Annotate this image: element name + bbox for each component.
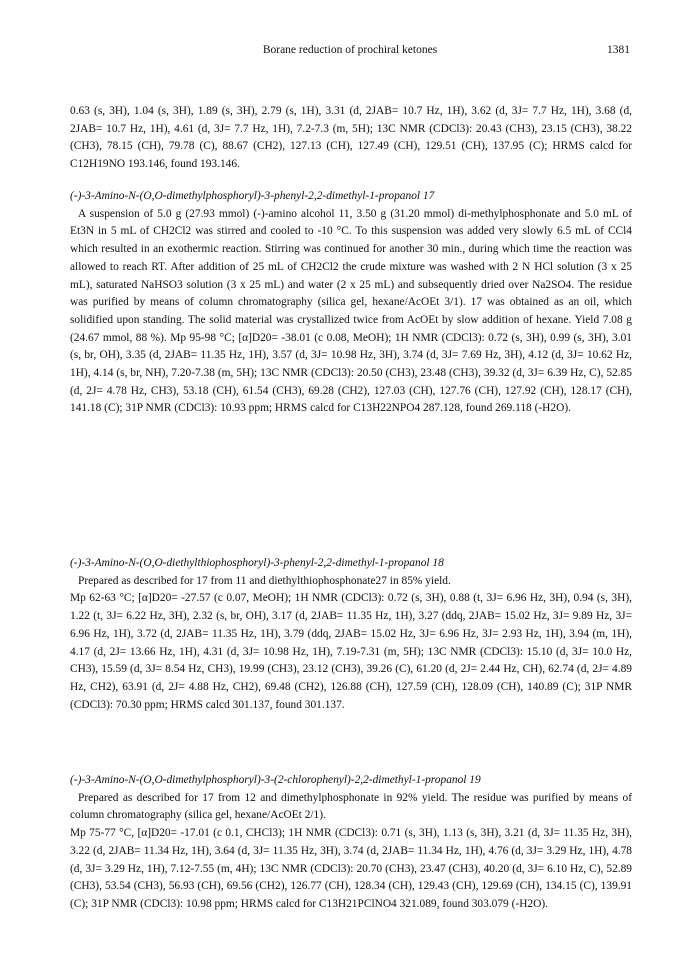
compound-18-data: Mp 62-63 °C; [α]D20= -27.57 (c 0.07, MeOH); 1H NMR (CDCl3): 0.72 (s, 3H), 0.88 (t, 3J= 6.96 Hz, 3H), 0.94 (s, 3H), 1.22 (t, 3J= 6.22 Hz, 3H), 2.32 (s, br, OH), 3.17 (d, 2JAB= 11.35 Hz, 1H), 3.27 (ddq, 2JAB= 15.02 Hz, 3J= 9.89 Hz, 3J= 6.96 Hz, 1H), 3.72 (d, 2JAB= 11.35 Hz, 1H), 3.79 (ddq, 2JAB= 15.02 Hz, 3J= 6.96 Hz, 3J= 2.93 Hz, 1H), 3.94 (m, 1H), 4.17 (d, 2J= 13.66 Hz, 1H), 4.31 (d, 3J= 10.98 Hz, 1H), 7.19-7.31 (m, 5H); 13C NMR (CDCl3): 15.10 (d, 3J= 10.0 Hz, CH3), 15.59 (d, 3J= 8.54 Hz, CH3), 19.99 (CH3), 23.12 (CH3), 39.26 (C), 61.20 (d, 2J= 2.44 Hz, CH), 62.74 (d, 2J= 4.89 Hz, CH2), 63.91 (d, 2J= 4.88 Hz, CH2), 69.48 (CH2), 126.88 (CH), 127.59 (CH), 128.09 (CH), 140.89 (C); 31P NMR (CDCl3): 70.30 ppm; HRMS calcd 301.137, found 301.137. <box>70 592 632 711</box>
paragraph-continuation: 0.63 (s, 3H), 1.04 (s, 3H), 1.89 (s, 3H), 2.79 (s, 1H), 3.31 (d, 2JAB= 10.7 Hz, 1H), 3.62 (d, 3J= 7.7 Hz, 1H), 3.68 (d, 2JAB= 10.7 Hz, 1H), 4.61 (d, 3J= 7.7 Hz, 1H), 7.2-7.3 (m, 5H); 13C NMR (CDCl3): 20.43 (CH3), 23.15 (CH3), 38.22 (CH3), 78.15 (CH), 79.78 (C), 88.67 (CH2), 127.13 (CH), 127.49 (CH), 129.51 (CH), 137.95 (C); HRMS calcd for C12H19NO 193.146, found 193.146. <box>70 105 632 171</box>
compound-17-heading: (-)-3-Amino-N-(O,O-dimethylphosphoryl)-3-phenyl-2,2-dimethyl-1-propanol 17 <box>70 190 435 202</box>
text-block-p1 <box>70 103 632 174</box>
compound-19-data: Mp 75-77 °C, [α]D20= -17.01 (c 0.1, CHCl3); 1H NMR (CDCl3): 0.71 (s, 3H), 1.13 (s, 3H), 3.21 (d, 3J= 11.35 Hz, 3H), 3.22 (d, 2JAB= 11.34 Hz, 1H), 3.64 (d, 3J= 11.35 Hz, 3H), 3.74 (d, 2JAB= 11.34 Hz, 1H), 4.76 (d, 3J= 3.29 Hz, 1H), 4.78 (d, 3J= 3.29 Hz, 1H), 7.12-7.55 (m, 4H); 13C NMR (CDCl3): 20.70 (CH3), 23.47 (CH3), 40.20 (d, 3J= 6.10 Hz, C), 52.89 (CH3), 53.54 (CH3), 56.93 (CH), 69.56 (CH2), 126.77 (CH), 128.34 (CH), 129.43 (CH), 129.69 (CH), 134.15 (C), 139.91 (C); 31P NMR (CDCl3): 10.98 ppm; HRMS calcd for C13H21PClNO4 321.089, found 303.079 (-H2O). <box>70 827 632 910</box>
compound-19-heading: (-)-3-Amino-N-(O,O-dimethylphosphoryl)-3-(2-chlorophenyl)-2,2-dimethyl-1-propanol 19 <box>70 774 481 786</box>
compound-18-heading: (-)-3-Amino-N-(O,O-diethylthiophosphoryl)-3-phenyl-2,2-dimethyl-1-propanol 18 <box>70 557 444 569</box>
section-19 <box>70 772 632 914</box>
section-18 <box>70 555 632 714</box>
running-header <box>70 44 630 60</box>
compound-18-preparation: Prepared as described for 17 from 11 and diethylthiophosphonate27 in 85% yield. <box>78 574 451 587</box>
section-17 <box>70 188 632 418</box>
page-number: 1381 <box>607 44 630 56</box>
compound-17-procedure: A suspension of 5.0 g (27.93 mmol) (-)-amino alcohol 11, 3.50 g (31.20 mmol) di-methylphosphonate and 5.0 mL of Et3N in 5 mL of CH2Cl2 was stirred and cooled to -10 °C. To this suspension was added very slowly 6.5 mL of CCl4 which resulted in an exothermic reaction. Stirring was continued for another 30 min., during which time the reaction was allowed to reach RT. After addition of 25 mL of CH2Cl2 the crude mixture was washed with 2 N HCl solution (3 x 25 mL), saturated NaHSO3 solution (3 x 25 mL) and water (2 x 25 mL) and subsequently dried over Na2SO4. The residue was purified by means of column chromatography (silica gel, hexane/AcOEt 3/1). 17 was obtained as an oil, which solidified upon standing. The solid material was crystallized twice from AcOEt by slow addition of hexane. Yield 7.08 g (24.67 mmol, 88 %). Mp 95-98 °C; [α]D20= -38.01 (c 0.08, MeOH); 1H NMR (CDCl3): 0.72 (s, 3H), 0.99 (s, 3H), 3.01 (s, br, OH), 3.35 (d, 2JAB= 11.35 Hz, 1H), 3.57 (d, 3J= 10.98 Hz, 3H), 3.74 (d, 3J= 7.69 Hz, 3H), 4.12 (d, 3J= 10.62 Hz, 1H), 4.14 (s, br, NH), 7.20-7.38 (m, 5H); 13C NMR (CDCl3): 20.50 (CH3), 23.48 (CH3), 39.32 (d, 3J= 6.39 Hz, C), 52.85 (d, 2J= 4.78 Hz, CH3), 53.18 (CH), 61.54 (CH3), 69.28 (CH2), 127.03 (CH), 127.76 (CH), 127.92 (CH), 128.17 (CH), 141.18 (C); 31P NMR (CDCl3): 10.93 ppm; HRMS calcd for C13H22NPO4 287.128, found 269.118 (-H2O). <box>70 207 632 415</box>
running-title: Borane reduction of prochiral ketones <box>262 44 438 56</box>
compound-19-preparation: Prepared as described for 17 from 12 and dimethylphosphonate in 92% yield. The residue was purified by means of column chromatography (silica gel, hexane/AcOEt 2/1). <box>70 791 632 822</box>
